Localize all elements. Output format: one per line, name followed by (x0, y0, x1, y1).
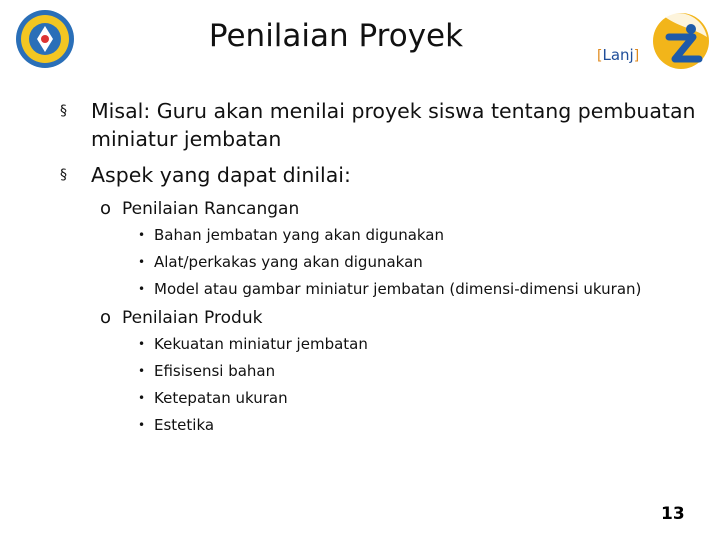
page-title: Penilaian Proyek (208, 18, 464, 54)
bullet-text: Misal: Guru akan menilai proyek siswa tentang pembuatan miniatur jembatan (91, 99, 696, 151)
kurikulum-2013-logo-icon (651, 7, 711, 77)
section-label: Penilaian Rancangan (122, 199, 300, 219)
bullet-marker: § (60, 167, 67, 183)
slide-content (60, 97, 700, 442)
list-item-text: Bahan jembatan yang akan digunakan (154, 226, 445, 244)
list-item-text: Estetika (154, 416, 215, 434)
bullet-item (60, 161, 700, 189)
bullet-item (60, 97, 700, 153)
list-item (138, 279, 700, 299)
list-item (138, 334, 700, 354)
badge-close-bracket: ] (633, 48, 640, 64)
list-item (138, 225, 700, 245)
list-item (138, 388, 700, 408)
sub-bullet-marker: o (100, 307, 112, 328)
list-item-text: Efisisensi bahan (154, 362, 276, 380)
badge-text: Lanj (602, 46, 634, 64)
section-heading (100, 306, 700, 330)
list-item-text: Kekuatan miniatur jembatan (154, 335, 368, 353)
bullet-text: Aspek yang dapat dinilai: (91, 163, 351, 187)
list-item-text: Alat/perkakas yang akan digunakan (154, 253, 423, 271)
list-item (138, 361, 700, 381)
badge-open-bracket: [ (597, 48, 603, 64)
dot-marker: • (138, 337, 146, 351)
list-item (138, 252, 700, 272)
sub-bullet-marker: o (100, 198, 112, 219)
dot-marker: • (138, 282, 146, 296)
dot-marker: • (138, 255, 146, 269)
section-heading (100, 197, 700, 221)
dot-marker: • (138, 228, 146, 242)
list-item-text: Ketepatan ukuran (154, 389, 288, 407)
section-label: Penilaian Produk (122, 308, 263, 328)
continued-badge (597, 46, 639, 64)
page-number: 13 (661, 504, 685, 524)
bullet-marker: § (60, 103, 67, 119)
list-item-text: Model atau gambar miniatur jembatan (dimensi-dimensi ukuran) (154, 280, 642, 298)
dot-marker: • (138, 391, 146, 405)
dot-marker: • (138, 364, 146, 378)
dot-marker: • (138, 418, 146, 432)
list-item (138, 415, 700, 435)
